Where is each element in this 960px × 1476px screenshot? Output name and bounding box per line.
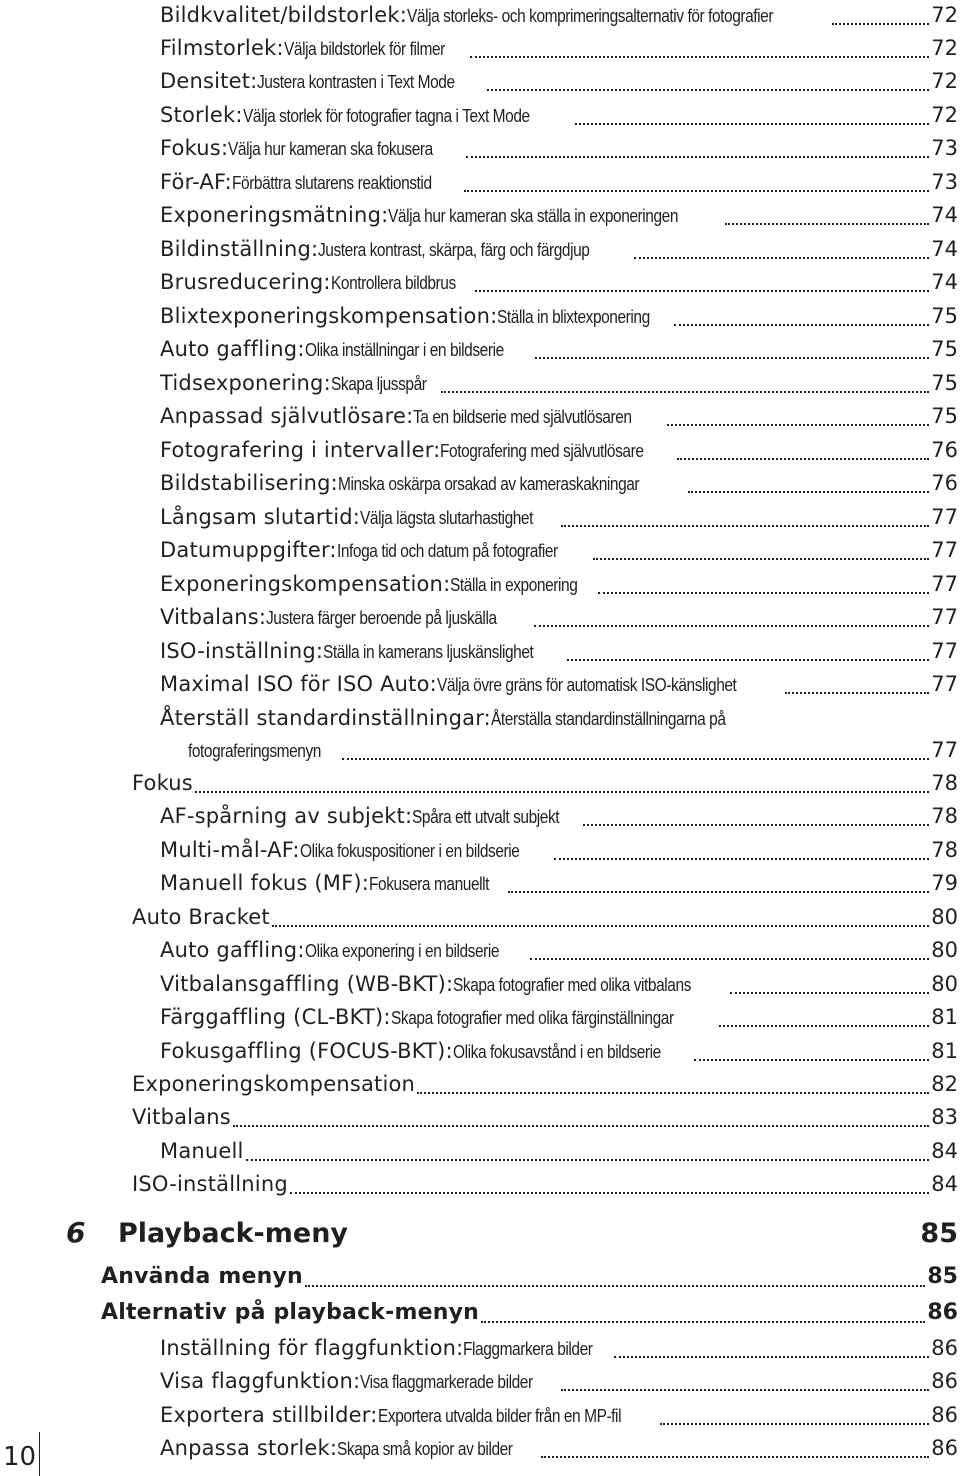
dot-leader xyxy=(561,1389,930,1391)
dot-leader xyxy=(688,491,930,493)
toc-entry[interactable] xyxy=(160,636,958,666)
dot-leader xyxy=(598,592,929,594)
entry-page: 85 xyxy=(927,1264,958,1289)
entry-page: 74 xyxy=(931,237,958,261)
dot-leader xyxy=(541,1456,930,1458)
entry-title: Exponeringskompensation xyxy=(132,1072,416,1096)
toc-entry[interactable] xyxy=(160,401,958,431)
dot-leader xyxy=(832,23,929,25)
dot-leader xyxy=(561,525,930,527)
dot-leader xyxy=(554,858,929,860)
entry-title: Blixtexponeringskompensation: xyxy=(160,304,498,328)
entry-description: Fotografering med självutlösare xyxy=(440,441,644,461)
entry-description: Kontrollera bildbrus xyxy=(330,273,456,293)
entry-title: Exponeringskompensation: xyxy=(160,572,451,596)
entry-title: Anpassa storlek: xyxy=(160,1436,338,1460)
toc-entry[interactable] xyxy=(160,801,958,831)
entry-title: Fokus xyxy=(132,771,193,795)
dot-leader xyxy=(481,1321,925,1323)
entry-title: Auto gaffling: xyxy=(160,337,305,361)
toc-entry[interactable] xyxy=(160,267,958,297)
entry-title: Exponeringsmätning: xyxy=(160,203,389,227)
toc-entry[interactable] xyxy=(160,502,958,532)
toc-entry[interactable] xyxy=(160,0,958,30)
toc-entry[interactable] xyxy=(160,368,958,398)
dot-leader xyxy=(233,1125,929,1127)
toc-entry[interactable] xyxy=(132,1069,958,1099)
entry-page: 77 xyxy=(931,672,958,696)
entry-description: fotograferingsmenyn xyxy=(188,741,321,761)
entry-description: Skapa fotografier med olika vitbalans xyxy=(453,975,692,995)
toc-entry[interactable] xyxy=(160,1333,958,1363)
dot-leader xyxy=(530,958,930,960)
dot-leader xyxy=(290,1192,929,1194)
page-number: 10 xyxy=(0,1432,40,1476)
entry-title: Vitbalansgaffling (WB-BKT): xyxy=(160,972,454,996)
dot-leader xyxy=(730,992,930,994)
entry-page: 76 xyxy=(931,438,958,462)
entry-page: 78 xyxy=(931,838,958,862)
entry-title: Manuell fokus (MF): xyxy=(160,871,370,895)
toc-entry[interactable] xyxy=(160,468,958,498)
entry-description: Olika fokuspositioner i en bildserie xyxy=(299,841,520,861)
entry-page: 77 xyxy=(931,639,958,663)
entry-page: 73 xyxy=(931,170,958,194)
toc-entry[interactable] xyxy=(160,569,958,599)
dot-leader xyxy=(534,625,929,627)
dot-leader xyxy=(487,89,930,91)
entry-title: Densitet: xyxy=(160,69,258,93)
toc-entry[interactable] xyxy=(160,1366,958,1396)
toc-entry[interactable] xyxy=(101,1262,958,1292)
entry-description: Ställa in kamerans ljuskänslighet xyxy=(323,642,534,662)
dot-leader xyxy=(466,156,929,158)
entry-page: 75 xyxy=(931,404,958,428)
dot-leader xyxy=(719,1025,929,1027)
entry-description: Fokusera manuellt xyxy=(369,874,490,894)
toc-entry[interactable] xyxy=(160,703,958,733)
entry-description: Ställa in blixtexponering xyxy=(497,307,651,327)
entry-title: Brusreducering: xyxy=(160,270,331,294)
dot-leader xyxy=(464,190,930,192)
entry-page: 77 xyxy=(931,572,958,596)
entry-page: 75 xyxy=(931,337,958,361)
toc-entry[interactable] xyxy=(160,167,958,197)
toc-entry[interactable] xyxy=(160,868,958,898)
entry-description: Välja lägsta slutarhastighet xyxy=(360,508,534,528)
dot-leader xyxy=(583,824,929,826)
entry-title: Storlek: xyxy=(160,103,243,127)
dot-leader xyxy=(342,758,929,760)
entry-description: Välja storlek för fotografier tagna i Text Mode xyxy=(242,106,530,126)
entry-page: 77 xyxy=(931,505,958,529)
entry-title: Filmstorlek: xyxy=(160,36,284,60)
entry-page: 72 xyxy=(931,69,958,93)
entry-title: Fotografering i intervaller: xyxy=(160,438,441,462)
dot-leader xyxy=(470,56,929,58)
entry-description: Välja hur kameran ska fokusera xyxy=(228,139,434,159)
entry-title: Färggaffling (CL-BKT): xyxy=(160,1005,391,1029)
dot-leader xyxy=(785,692,930,694)
toc-entry[interactable] xyxy=(160,1036,958,1066)
entry-page: 75 xyxy=(931,371,958,395)
entry-description: Skapa ljusspår xyxy=(330,374,427,394)
entry-page: 84 xyxy=(931,1139,958,1163)
dot-leader xyxy=(305,1285,925,1287)
dot-leader xyxy=(441,391,929,393)
entry-title: Auto gaffling: xyxy=(160,938,305,962)
dot-leader xyxy=(195,791,929,793)
entry-page: 80 xyxy=(931,905,958,929)
toc-entry[interactable] xyxy=(160,1002,958,1032)
dot-leader xyxy=(677,458,930,460)
entry-page: 77 xyxy=(931,738,958,762)
entry-description: Skapa fotografier med olika färginställningar xyxy=(390,1008,674,1028)
entry-description: Justera kontrasten i Text Mode xyxy=(257,72,456,92)
entry-page: 72 xyxy=(931,3,958,27)
toc-entry[interactable] xyxy=(160,334,958,364)
entry-page: 80 xyxy=(931,972,958,996)
toc-entry[interactable] xyxy=(160,535,958,565)
entry-page: 74 xyxy=(931,203,958,227)
entry-title: Multi-mål-AF: xyxy=(160,838,300,862)
toc-entry[interactable] xyxy=(160,669,958,699)
entry-description: Välja övre gräns för automatisk ISO-känslighet xyxy=(436,675,737,695)
entry-page: 84 xyxy=(931,1172,958,1196)
dot-leader xyxy=(614,1356,930,1358)
entry-page: 74 xyxy=(931,270,958,294)
toc-entry[interactable] xyxy=(160,602,958,632)
dot-leader xyxy=(475,290,929,292)
toc-entry[interactable] xyxy=(160,1433,958,1463)
entry-description: Olika fokusavstånd i en bildserie xyxy=(452,1042,661,1062)
entry-page: 86 xyxy=(931,1436,958,1460)
dot-leader xyxy=(535,357,929,359)
entry-page: 78 xyxy=(931,804,958,828)
entry-page: 86 xyxy=(931,1403,958,1427)
entry-description: Olika exponering i en bildserie xyxy=(304,941,499,961)
entry-page: 78 xyxy=(931,771,958,795)
entry-page: 81 xyxy=(931,1005,958,1029)
entry-title: Återställ standardinställningar: xyxy=(160,706,491,730)
entry-page: 86 xyxy=(931,1336,958,1360)
dot-leader xyxy=(575,123,929,125)
dot-leader xyxy=(667,424,929,426)
toc-entry[interactable] xyxy=(160,835,958,865)
entry-description: Justera färger beroende på ljuskälla xyxy=(266,608,497,628)
entry-page: 77 xyxy=(931,538,958,562)
entry-title: Manuell xyxy=(160,1139,244,1163)
entry-description: Exportera utvalda bilder från en MP-fil xyxy=(377,1406,621,1426)
dot-leader xyxy=(417,1092,929,1094)
entry-title: Datumuppgifter: xyxy=(160,538,337,562)
toc-entry[interactable] xyxy=(160,234,958,264)
toc-entry-continuation[interactable] xyxy=(188,735,958,765)
toc-entry[interactable] xyxy=(160,133,958,163)
entry-title: Bildkvalitet/bildstorlek: xyxy=(160,3,407,27)
entry-page: 82 xyxy=(931,1072,958,1096)
entry-title: Inställning för flaggfunktion: xyxy=(160,1336,464,1360)
chapter-page: 85 xyxy=(920,1218,958,1249)
entry-title: Auto Bracket xyxy=(132,905,270,929)
toc-entry[interactable] xyxy=(160,435,958,465)
toc-entry[interactable] xyxy=(132,902,958,932)
entry-page: 86 xyxy=(931,1369,958,1393)
entry-title: Exportera stillbilder: xyxy=(160,1403,378,1427)
entry-title: Alternativ på playback-menyn xyxy=(101,1300,479,1325)
entry-description: Olika inställningar i en bildserie xyxy=(304,340,504,360)
entry-description: Återställa standardinställningarna på xyxy=(490,709,726,729)
entry-description: Infoga tid och datum på fotografier xyxy=(336,541,558,561)
toc-entry[interactable] xyxy=(160,100,958,130)
entry-page: 73 xyxy=(931,136,958,160)
toc-entry[interactable] xyxy=(160,935,958,965)
entry-title: För-AF: xyxy=(160,170,232,194)
entry-page: 77 xyxy=(931,605,958,629)
entry-page: 80 xyxy=(931,938,958,962)
entry-title: ISO-inställning xyxy=(132,1172,288,1196)
dot-leader xyxy=(674,324,929,326)
chapter-title: Playback-meny xyxy=(118,1218,349,1249)
toc-entry[interactable] xyxy=(160,969,958,999)
entry-title: Långsam slutartid: xyxy=(160,505,361,529)
dot-leader xyxy=(660,1423,930,1425)
dot-leader xyxy=(508,891,929,893)
toc-entry[interactable] xyxy=(132,1169,958,1199)
entry-page: 75 xyxy=(931,304,958,328)
toc-entry[interactable] xyxy=(160,66,958,96)
entry-title: Vitbalans: xyxy=(160,605,267,629)
entry-title: Anpassad självutlösare: xyxy=(160,404,414,428)
entry-description: Ta en bildserie med självutlösaren xyxy=(413,407,632,427)
entry-description: Ställa in exponering xyxy=(450,575,578,595)
entry-page: 72 xyxy=(931,103,958,127)
entry-page: 86 xyxy=(927,1300,958,1325)
entry-description: Välja bildstorlek för filmer xyxy=(283,39,445,59)
entry-title: Maximal ISO för ISO Auto: xyxy=(160,672,437,696)
entry-title: Använda menyn xyxy=(101,1264,303,1289)
dot-leader xyxy=(272,925,929,927)
toc-entry[interactable] xyxy=(160,1136,958,1166)
entry-title: Visa flaggfunktion: xyxy=(160,1369,361,1393)
dot-leader xyxy=(725,223,929,225)
entry-page: 79 xyxy=(931,871,958,895)
toc-entry[interactable] xyxy=(160,200,958,230)
toc-entry[interactable] xyxy=(132,1102,958,1132)
entry-description: Skapa små kopior av bilder xyxy=(337,1439,513,1459)
entry-description: Minska oskärpa orsakad av kameraskakningar xyxy=(337,474,640,494)
dot-leader xyxy=(694,1059,929,1061)
entry-description: Flaggmarkera bilder xyxy=(463,1339,593,1359)
entry-page: 83 xyxy=(931,1105,958,1129)
toc-entry[interactable] xyxy=(160,33,958,63)
entry-description: Välja hur kameran ska ställa in exponeringen xyxy=(388,206,679,226)
entry-description: Justera kontrast, skärpa, färg och färgdjup xyxy=(318,240,590,260)
entry-title: Tidsexponering: xyxy=(160,371,331,395)
entry-description: Spåra ett utvalt subjekt xyxy=(412,807,560,827)
dot-leader xyxy=(634,257,930,259)
dot-leader xyxy=(567,659,929,661)
entry-title: Bildinställning: xyxy=(160,237,319,261)
entry-description: Visa flaggmarkerade bilder xyxy=(360,1372,533,1392)
toc-entry[interactable] xyxy=(160,1400,958,1430)
chapter-heading[interactable] xyxy=(66,1216,958,1250)
entry-page: 72 xyxy=(931,36,958,60)
entry-title: Vitbalans xyxy=(132,1105,231,1129)
entry-title: AF-spårning av subjekt: xyxy=(160,804,413,828)
entry-title: ISO-inställning: xyxy=(160,639,324,663)
entry-description: Förbättra slutarens reaktionstid xyxy=(231,173,432,193)
toc-entry[interactable] xyxy=(132,768,958,798)
entry-page: 76 xyxy=(931,471,958,495)
entry-title: Fokusgaffling (FOCUS-BKT): xyxy=(160,1039,453,1063)
toc-entry[interactable] xyxy=(101,1298,958,1328)
dot-leader xyxy=(246,1159,930,1161)
dot-leader xyxy=(593,558,929,560)
entry-title: Fokus: xyxy=(160,136,229,160)
chapter-number: 6 xyxy=(66,1216,86,1249)
toc-entry[interactable] xyxy=(160,301,958,331)
entry-description: Välja storleks- och komprimeringsalternativ för fotografier xyxy=(406,6,774,26)
entry-page: 81 xyxy=(931,1039,958,1063)
entry-title: Bildstabilisering: xyxy=(160,471,338,495)
